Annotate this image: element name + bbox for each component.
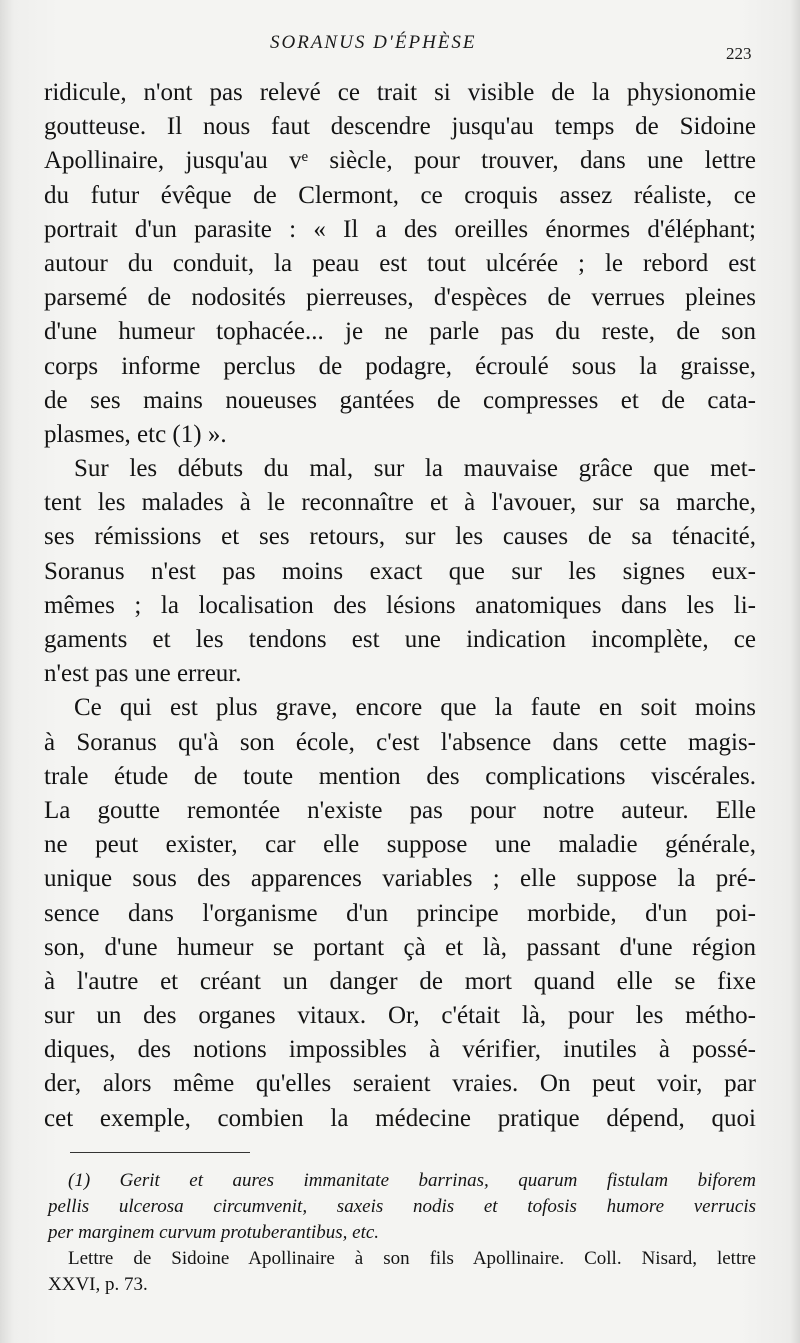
text-line: à l'autre et créant un danger de mort quand elle se fixe — [44, 967, 756, 995]
text-line: goutteuse. Il nous faut descendre jusqu'au temps de Sidoine — [44, 113, 756, 141]
page-header — [0, 32, 800, 62]
text-line: Sur les débuts du mal, sur la mauvaise grâce que met- — [74, 455, 756, 483]
text-line: trale étude de toute mention des complications viscérales. — [44, 762, 756, 790]
footnote-line: Lettre de Sidoine Apollinaire à son fils Apollinaire. Coll. Nisard, lettre — [68, 1248, 756, 1269]
footnote-line: (1) Gerit et aures immanitate barrinas, quarum fistulam biforem — [68, 1170, 756, 1191]
text-line: d'une humeur tophacée... je ne parle pas du reste, de son — [44, 318, 756, 346]
text-line: parsemé de nodosités pierreuses, d'espèces de verrues pleines — [44, 284, 756, 312]
text-line: du futur évêque de Clermont, ce croquis assez réaliste, ce — [44, 181, 756, 209]
footnote-line: pellis ulcerosa circumvenit, saxeis nodis et tofosis humore verrucis — [48, 1196, 756, 1217]
text-line: son, d'une humeur se portant çà et là, passant d'une région — [44, 933, 756, 961]
running-head: SORANUS D'ÉPHÈSE — [270, 32, 477, 53]
text-line: mêmes ; la localisation des lésions anatomiques dans les li- — [44, 591, 756, 619]
text-line: plasmes, etc (1) ». — [44, 420, 227, 448]
text-line: n'est pas une erreur. — [44, 660, 242, 688]
text-line: cet exemple, combien la médecine pratique dépend, quoi — [44, 1104, 756, 1132]
footnote-rule — [70, 1152, 250, 1153]
text-line: ridicule, n'ont pas relevé ce trait si visible de la physionomie — [44, 79, 756, 106]
text-line: Apollinaire, jusqu'au vᵉ siècle, pour trouver, dans une lettre — [44, 147, 756, 175]
page-number: 223 — [726, 44, 752, 63]
text-line: diques, des notions impossibles à vérifier, inutiles à possé- — [44, 1036, 756, 1064]
text-line: sur un des organes vitaux. Or, c'était là, pour les métho- — [44, 1002, 756, 1030]
main-text — [44, 76, 756, 1136]
text-line: der, alors même qu'elles seraient vraies. On peut voir, par — [44, 1070, 756, 1098]
text-line: unique sous des apparences variables ; elle suppose la pré- — [44, 865, 756, 893]
text-line: gaments et les tendons est une indication incomplète, ce — [44, 626, 756, 653]
text-line: à Soranus qu'à son école, c'est l'absence dans cette magis- — [44, 728, 756, 756]
text-line: Soranus n'est pas moins exact que sur les signes eux- — [44, 557, 756, 585]
text-line: portrait d'un parasite : « Il a des oreilles énormes d'éléphant; — [44, 215, 756, 243]
footnote-line: XXVI, p. 73. — [48, 1274, 148, 1295]
text-line: La goutte remontée n'existe pas pour notre auteur. Elle — [44, 796, 756, 824]
text-line: de ses mains noueuses gantées de compresses et de cata- — [44, 386, 756, 414]
text-line: corps informe perclus de podagre, écroulé sous la graisse, — [44, 352, 756, 380]
text-line: ne peut exister, car elle suppose une maladie générale, — [44, 831, 756, 859]
text-line: tent les malades à le reconnaître et à l'avouer, sur sa marche, — [44, 489, 756, 517]
text-line: sence dans l'organisme d'un principe morbide, d'un poi- — [44, 899, 756, 927]
text-line: ses rémissions et ses retours, sur les causes de sa ténacité, — [44, 523, 756, 551]
text-line: Ce qui est plus grave, encore que la faute en soit moins — [74, 694, 756, 722]
footnote — [48, 1168, 756, 1298]
footnote-line: per marginem curvum protuberantibus, etc. — [48, 1222, 380, 1243]
text-line: autour du conduit, la peau est tout ulcérée ; le rebord est — [44, 249, 756, 277]
